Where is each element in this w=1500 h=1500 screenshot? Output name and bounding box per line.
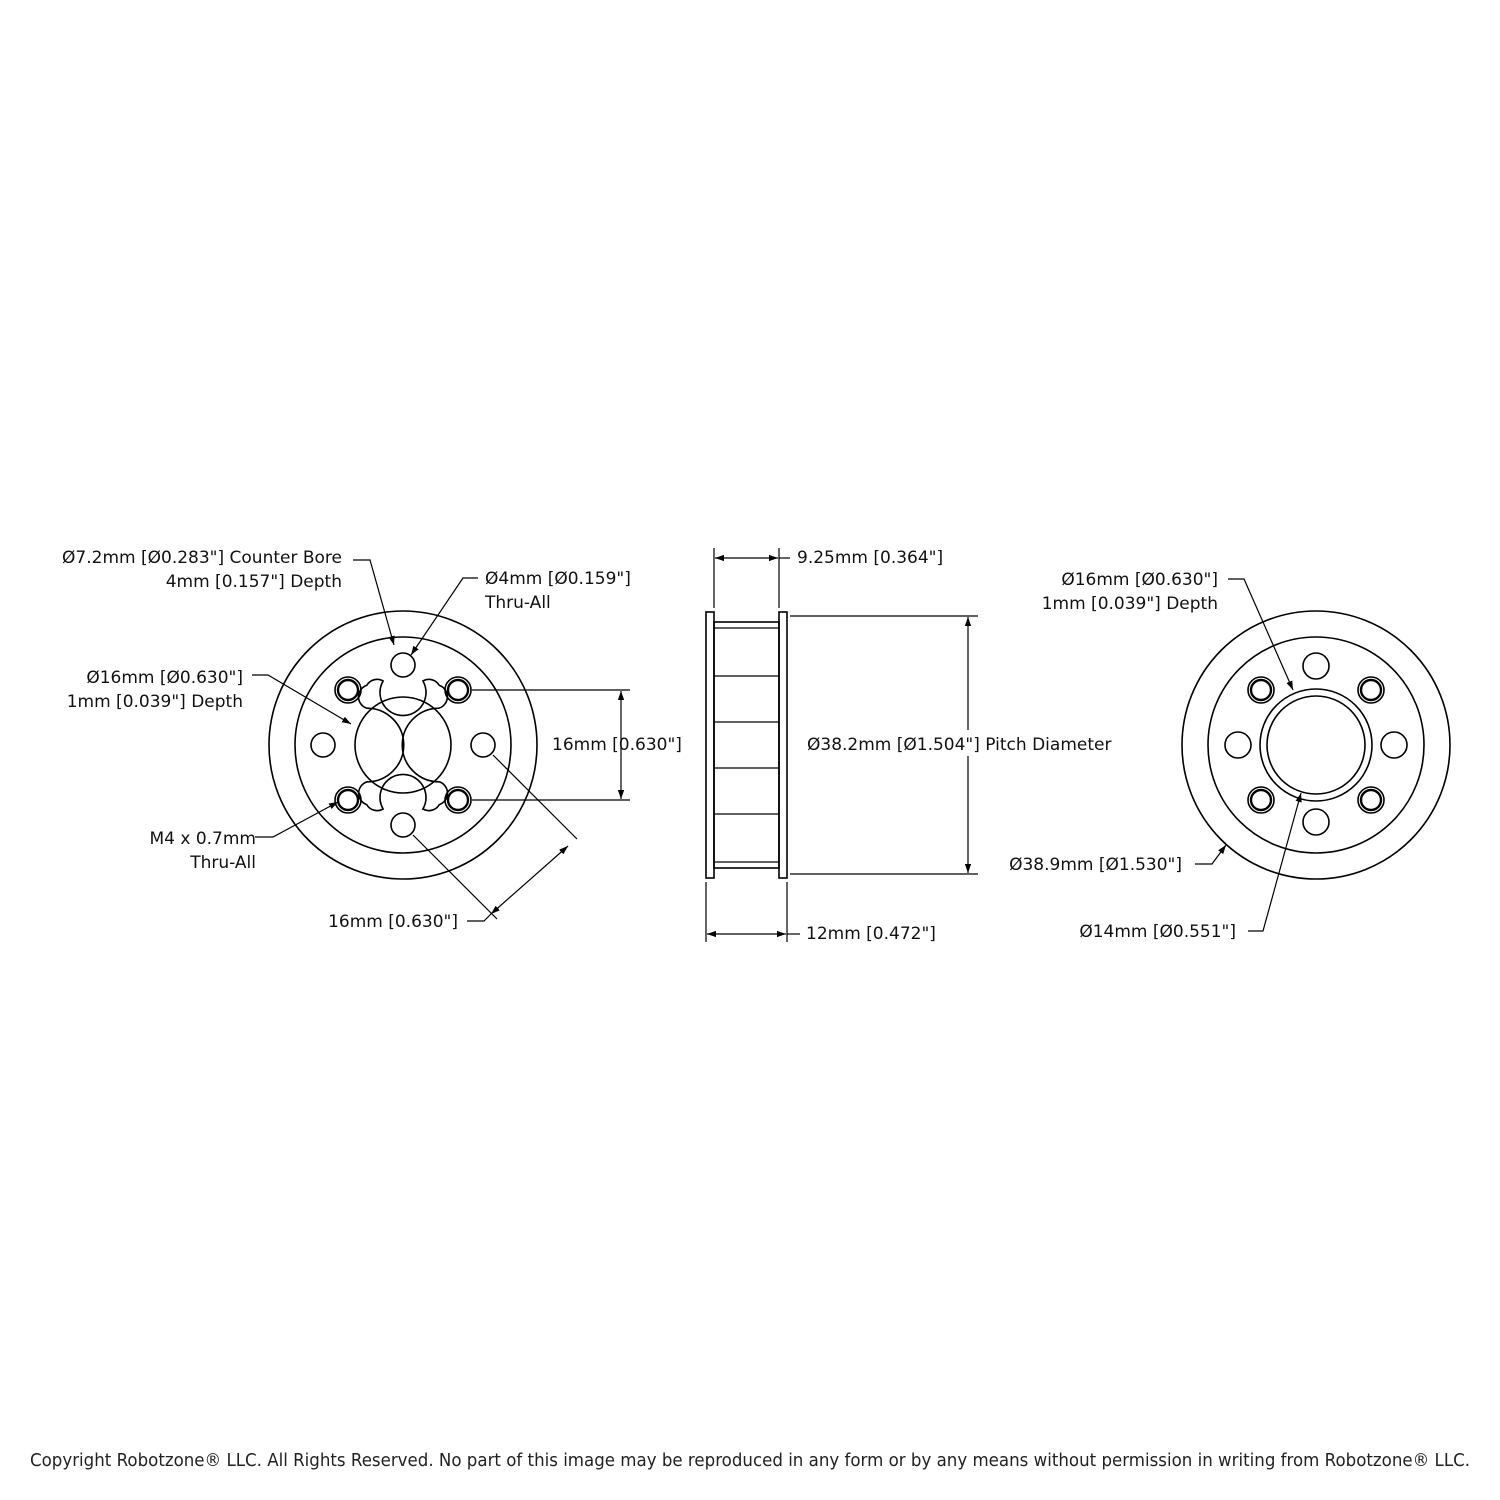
- counter-bore-label-line2: 4mm [0.157"] Depth: [165, 572, 342, 592]
- front-thru-hole-left: [311, 733, 335, 757]
- front-tapped-hole-tr: [445, 677, 471, 703]
- top-width-label: 9.25mm [0.364"]: [797, 548, 944, 568]
- back-tapped-hole-tr: [1358, 677, 1384, 703]
- front-thru-hole-top: [391, 653, 415, 677]
- front-hub-profile: [358, 679, 447, 810]
- thru-hole-label-line2: Thru-All: [485, 593, 551, 613]
- back-tapped-hole-br: [1358, 787, 1384, 813]
- back-hole-bottom: [1303, 809, 1329, 835]
- back-hole-right: [1381, 732, 1407, 758]
- front-recess-label-line1: Ø16mm [Ø0.630"]: [86, 668, 243, 688]
- pitch-diameter-label: Ø38.2mm [Ø1.504"] Pitch Diameter: [807, 735, 1112, 755]
- side-pulley-body: [714, 622, 779, 868]
- side-left-flange: [706, 612, 714, 878]
- front-tapped-hole-br: [445, 787, 471, 813]
- thru-hole-label-line1: Ø4mm [Ø0.159"]: [485, 569, 631, 589]
- tapped-hole-label-line1: M4 x 0.7mm: [149, 829, 256, 849]
- diagonal-dimension-leader: [467, 914, 491, 921]
- vertical-spacing-label: 16mm [0.630"]: [552, 735, 682, 755]
- counter-bore-label-line1: Ø7.2mm [Ø0.283"] Counter Bore: [62, 548, 342, 568]
- front-view: [269, 611, 537, 879]
- back-outer-rim: [1182, 611, 1450, 879]
- back-bore-diameter-label: Ø14mm [Ø0.551"]: [1079, 922, 1236, 942]
- thru-hole-leader: [411, 578, 478, 655]
- side-view: [706, 612, 787, 878]
- back-recess: [1260, 689, 1372, 801]
- back-recess-leader: [1228, 579, 1293, 690]
- front-tapped-hole-bl: [335, 787, 361, 813]
- front-thru-hole-right: [471, 733, 495, 757]
- front-labels: [62, 548, 682, 932]
- front-tapped-hole-tl: [335, 677, 361, 703]
- front-thru-hole-bottom: [391, 813, 415, 837]
- back-view: [1182, 611, 1450, 879]
- tapped-hole-label-line2: Thru-All: [190, 853, 256, 873]
- diagonal-spacing-label: 16mm [0.630"]: [328, 912, 458, 932]
- back-tapped-hole-tl: [1248, 677, 1274, 703]
- back-dimension-lines: [1195, 579, 1301, 931]
- front-recess-leader: [252, 675, 351, 724]
- side-teeth-lines: [714, 628, 779, 862]
- back-hole-left: [1225, 732, 1251, 758]
- back-recess-label-line2: 1mm [0.039"] Depth: [1041, 594, 1218, 614]
- counter-bore-leader: [353, 560, 394, 645]
- bottom-width-label: 12mm [0.472"]: [806, 924, 936, 944]
- front-recess-label-line2: 1mm [0.039"] Depth: [66, 692, 243, 712]
- back-hole-top: [1303, 653, 1329, 679]
- side-right-flange: [779, 612, 787, 878]
- back-center-bore: [1267, 696, 1365, 794]
- back-tapped-hole-bl: [1248, 787, 1274, 813]
- back-bore-leader: [1248, 793, 1301, 931]
- back-recess-label-line1: Ø16mm [Ø0.630"]: [1061, 570, 1218, 590]
- diagonal-dimension-line: [491, 846, 568, 914]
- back-outer-diameter-label: Ø38.9mm [Ø1.530"]: [1009, 855, 1182, 875]
- back-flange: [1208, 637, 1424, 853]
- back-outer-diameter-leader: [1195, 845, 1226, 864]
- copyright-notice: Copyright Robotzone® LLC. All Rights Reserved. No part of this image may be reproduced in any form or by any means without permission in writing from Robotzone® LLC.: [30, 1451, 1470, 1471]
